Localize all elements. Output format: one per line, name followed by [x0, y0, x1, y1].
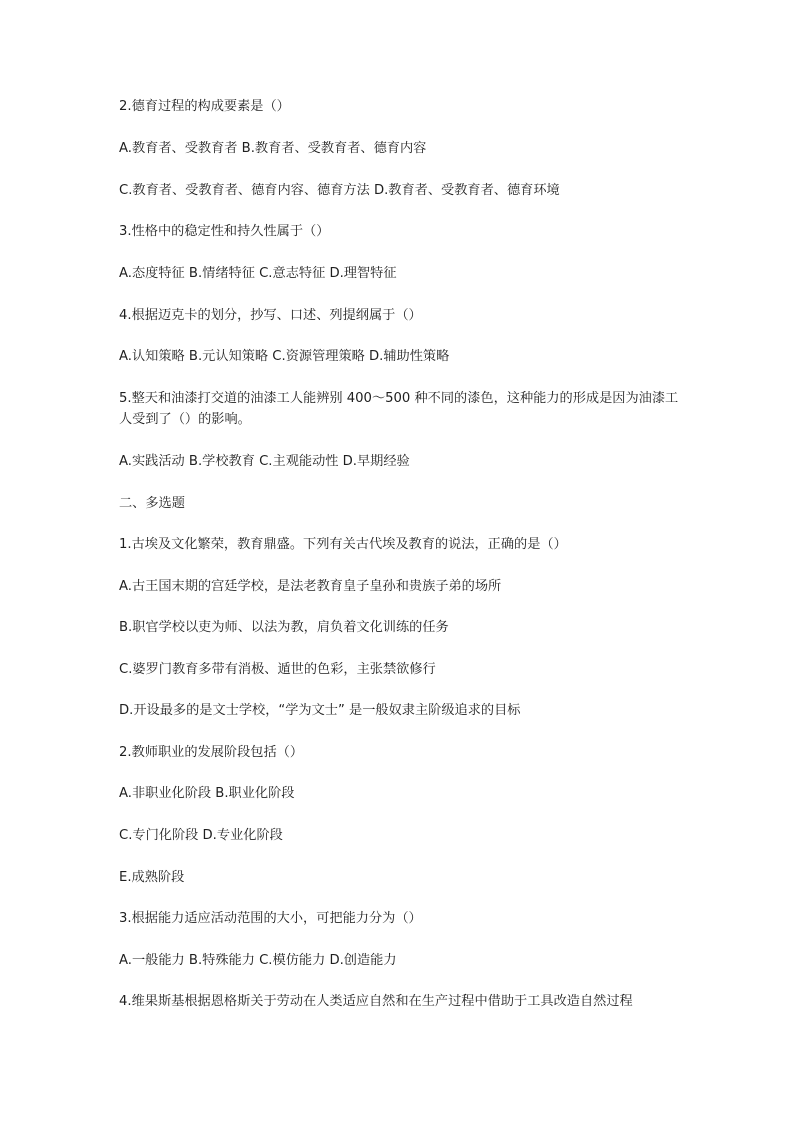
question-2-stem: 2.德育过程的构成要素是（）: [119, 99, 290, 114]
mc-question-4-stem: 4.维果斯基根据恩格斯关于劳动在人类适应自然和在生产过程中借助于工具改造自然过程: [119, 994, 633, 1009]
question-2-options-ab: A.教育者、受教育者 B.教育者、受教育者、德育内容: [119, 141, 427, 156]
mc-question-1-option-c: C.婆罗门教育多带有消极、遁世的色彩，主张禁欲修行: [119, 662, 436, 677]
mc-question-1-option-d: D.开设最多的是文士学校，“学为文士” 是一般奴隶主阶级追求的目标: [119, 703, 521, 718]
question-4-options: A.认知策略 B.元认知策略 C.资源管理策略 D.辅助性策略: [119, 349, 450, 364]
mc-question-2-option-e: E.成熟阶段: [119, 870, 185, 885]
question-5-stem: 5.整天和油漆打交道的油漆工人能辨别 400～500 种不同的漆色，这种能力的形成是因为油漆工人受到了（）的影响。: [119, 391, 679, 427]
question-4-stem: 4.根据迈克卡的划分，抄写、口述、列提纲属于（）: [119, 308, 422, 323]
question-3-stem: 3.性格中的稳定性和持久性属于（）: [119, 224, 330, 239]
mc-question-1-option-a: A.古王国末期的宫廷学校，是法老教育皇子皇孙和贵族子弟的场所: [119, 579, 502, 594]
mc-question-3-stem: 3.根据能力适应活动范围的大小，可把能力分为（）: [119, 911, 422, 926]
mc-question-2-stem: 2.教师职业的发展阶段包括（）: [119, 745, 304, 760]
mc-question-1-option-b: B.职官学校以吏为师、以法为教，肩负着文化训练的任务: [119, 620, 449, 635]
question-3-options: A.态度特征 B.情绪特征 C.意志特征 D.理智特征: [119, 266, 397, 281]
mc-question-1-stem: 1.古埃及文化繁荣，教育鼎盛。下列有关古代埃及教育的说法，正确的是（）: [119, 537, 567, 552]
question-5-options: A.实践活动 B.学校教育 C.主观能动性 D.早期经验: [119, 454, 410, 469]
section-heading-multiple-choice: 二、多选题: [119, 496, 185, 511]
question-2-options-cd: C.教育者、受教育者、德育内容、德育方法 D.教育者、受教育者、德育环境: [119, 183, 560, 198]
mc-question-2-options-ab: A.非职业化阶段 B.职业化阶段: [119, 786, 295, 801]
mc-question-2-options-cd: C.专门化阶段 D.专业化阶段: [119, 828, 283, 843]
mc-question-3-options: A.一般能力 B.特殊能力 C.模仿能力 D.创造能力: [119, 953, 397, 968]
